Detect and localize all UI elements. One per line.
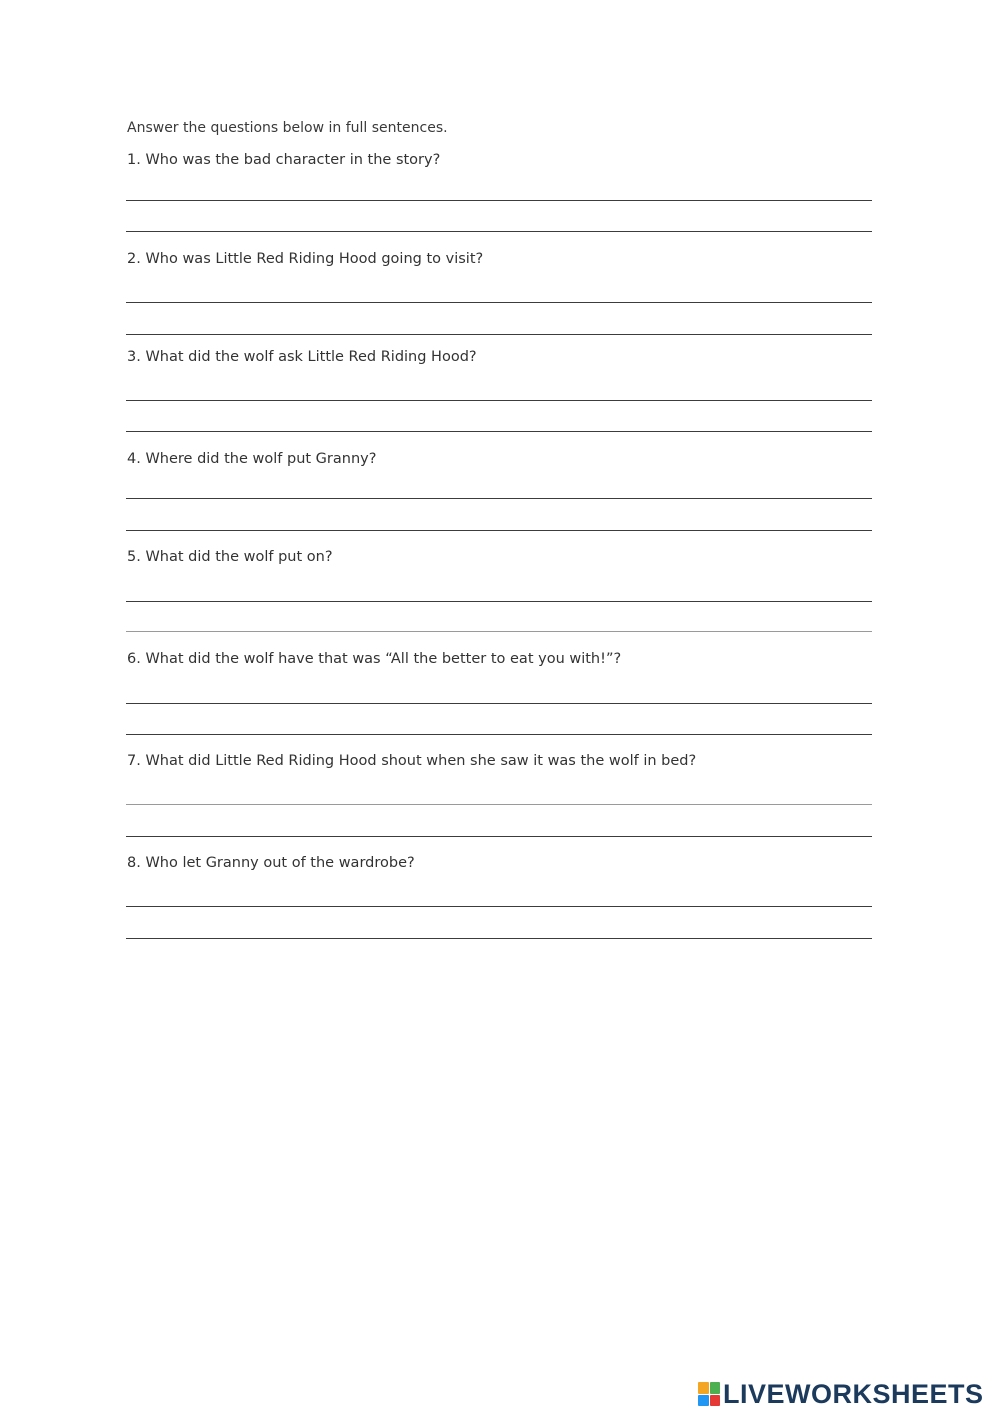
answer-line-6b[interactable]: [126, 734, 872, 735]
answer-line-8b[interactable]: [126, 938, 872, 939]
liveworksheets-logo[interactable]: [698, 1377, 984, 1411]
question-5: 5. What did the wolf put on?: [127, 549, 333, 565]
answer-line-4a[interactable]: [126, 498, 872, 499]
answer-line-6a[interactable]: [126, 703, 872, 704]
question-8: 8. Who let Granny out of the wardrobe?: [127, 855, 415, 871]
logo-square-4: [710, 1395, 721, 1407]
answer-line-3b[interactable]: [126, 431, 872, 432]
answer-line-5b[interactable]: [126, 631, 872, 632]
answer-line-8a[interactable]: [126, 906, 872, 907]
question-1: 1. Who was the bad character in the story?: [127, 152, 441, 168]
question-6: 6. What did the wolf have that was “All the better to eat you with!”?: [127, 651, 622, 667]
question-2: 2. Who was Little Red Riding Hood going to visit?: [127, 251, 484, 267]
answer-line-7a[interactable]: [126, 804, 872, 805]
question-3: 3. What did the wolf ask Little Red Riding Hood?: [127, 349, 477, 365]
answer-line-4b[interactable]: [126, 530, 872, 531]
answer-line-2b[interactable]: [126, 334, 872, 335]
answer-line-1b[interactable]: [126, 231, 872, 232]
answer-line-5a[interactable]: [126, 601, 872, 602]
answer-line-2a[interactable]: [126, 302, 872, 303]
logo-square-2: [710, 1382, 721, 1394]
liveworksheets-logo-icon: [698, 1382, 720, 1406]
logo-square-1: [698, 1382, 709, 1394]
question-7: 7. What did Little Red Riding Hood shout when she saw it was the wolf in bed?: [127, 753, 697, 769]
liveworksheets-logo-text: LIVEWORKSHEETS: [723, 1378, 984, 1409]
question-4: 4. Where did the wolf put Granny?: [127, 451, 377, 467]
answer-line-7b[interactable]: [126, 836, 872, 837]
logo-square-3: [698, 1395, 709, 1407]
instruction-text: Answer the questions below in full sentences.: [127, 120, 448, 136]
answer-line-1a[interactable]: [126, 200, 872, 201]
answer-line-3a[interactable]: [126, 400, 872, 401]
